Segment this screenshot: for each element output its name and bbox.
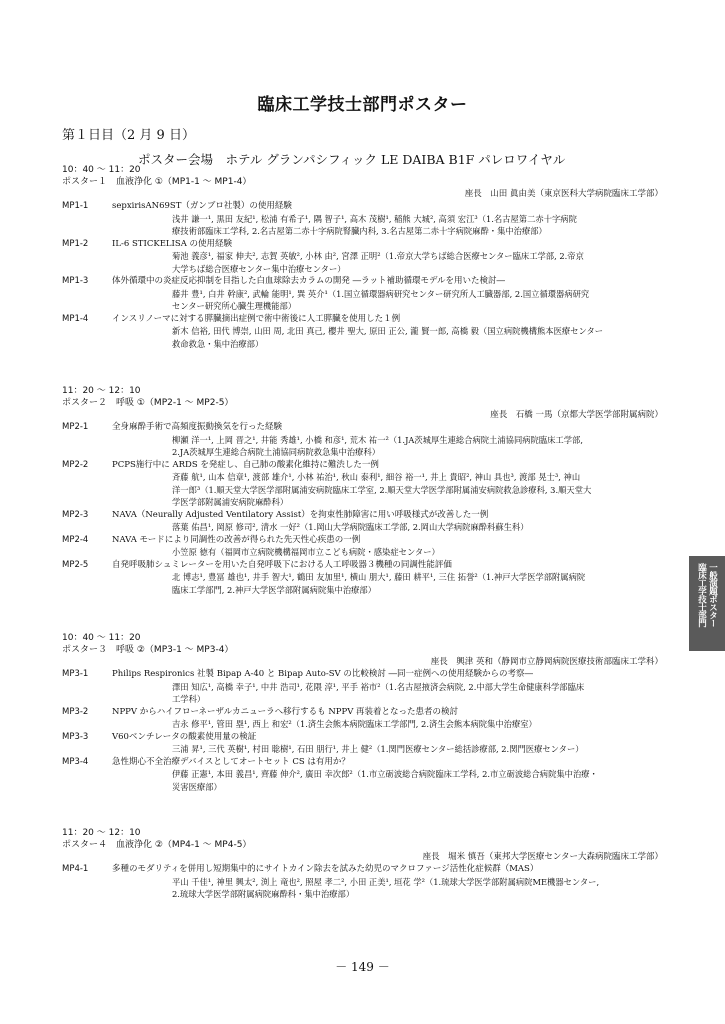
item-authors: 澤田 知広¹, 高橋 幸子¹, 中井 浩司¹, 花隈 淳¹, 平手 裕市²（1.名古屋掖済会病院, 2.中部大学生命健康科学部臨床 工学科） <box>172 681 585 704</box>
item-authors: 北 博志¹, 豊冨 雄也¹, 井手 智大¹, 鶴田 友加里¹, 横山 朋大¹, 藤田 耕平¹, 三住 拓誉²（1.神戸大学医学部附属病院 臨床工学部門, 2.神戸大学医学部附属病院集中治療部） <box>172 572 586 595</box>
item-authors: 吉永 修平¹, 管田 塁¹, 西上 和宏²（1.済生会熊本病院臨床工学部門, 2.済生会熊本病院集中治療室） <box>172 719 537 729</box>
item-code: MP4-1 <box>62 864 89 874</box>
session-time: 10：40 ～ 11：20 <box>62 165 141 175</box>
session-chair: 座長 石橋 一馬（京都大学医学部附属病院） <box>490 410 663 420</box>
list-item <box>62 238 666 276</box>
session-mp3 <box>62 633 666 793</box>
day-heading: 第１日目（2 月 9 日） <box>62 128 195 143</box>
item-authors: 菊池 義彦¹, 福家 伸夫², 志賀 英敏², 小林 由², 宮澤 正明²（1.帝京大学ちば総合医療センター臨床工学部, 2.帝京 大学ちば総合医療センター集中治療センター） <box>172 251 584 274</box>
list-item <box>62 863 666 901</box>
item-title: V60ベンチレータの酸素使用量の検証 <box>112 731 257 742</box>
item-authors: 三浦 昇¹, 三代 英樹¹, 村田 聡樹¹, 石田 朋行¹, 井上 健²（1.関門医療センター総括診療部, 2.関門医療センター） <box>172 744 584 754</box>
item-code: MP1-1 <box>62 201 89 211</box>
item-code: MP3-4 <box>62 756 89 767</box>
venue-heading: ポスター会場 ホテル グランパシフィック LE DAIBA B1F パレロワイヤル <box>138 152 566 167</box>
list-item <box>62 756 666 794</box>
item-title: NPPV からハイフローネーザルカニューラへ移行するも NPPV 再装着となった患者の検討 <box>112 706 459 717</box>
item-code: MP3-2 <box>62 706 89 717</box>
item-authors: 斉藤 航¹, 山本 信章¹, 渡部 雄介¹, 小林 祐治¹, 秋山 泰利¹, 細谷 裕一¹, 井上 貴昭², 神山 具也³, 渡部 晃士³, 神山 洋一郎³（1.順天堂大学医学部附属浦安病院臨床工学室, 2.順天堂大学医学部附属浦安病院救急診療科, 3.順天堂大 学医学部附属浦安病院麻酔科） <box>172 472 592 507</box>
page-title: 臨床工学技士部門ポスター <box>257 95 468 115</box>
side-tab-label-category: 一般演題ポスター <box>707 563 718 627</box>
item-code: MP1-4 <box>62 313 89 324</box>
list-item <box>62 559 666 597</box>
item-code: MP2-4 <box>62 534 89 545</box>
section-side-tab <box>689 556 725 651</box>
item-title: 自発呼吸肺シュミレーターを用いた自発呼吸下における人工呼吸器３機種の同調性能評価 <box>112 559 452 570</box>
item-authors: 小笠原 徳有（福岡市立病院機構福岡市立こども病院・感染症センター） <box>172 547 440 557</box>
session-mp4 <box>62 828 666 901</box>
item-code: MP2-2 <box>62 459 89 470</box>
item-title: 多種のモダリティを併用し短期集中的にサイトカイン除去を試みた幼児のマクロファージ活性化症候群（MAS） <box>112 864 539 874</box>
item-title: 全身麻酔手術で高頻度振動換気を行った経験 <box>112 422 283 432</box>
session-title: ポスター２ 呼吸 ①（MP2-1 ～ MP2-5） <box>62 398 234 408</box>
session-mp2 <box>62 386 666 596</box>
list-item <box>62 706 666 731</box>
list-item <box>62 668 666 706</box>
item-authors: 伊藤 正憲¹, 本田 義昌¹, 齊藤 伸介², 廣田 幸次郎²（1.市立砺波総合病院臨床工学科, 2.市立砺波総合病院集中治療・ 災害医療部） <box>172 769 598 792</box>
item-title: NAVA（Neurally Adjusted Ventilatory Assist）を拘束性肺障害に用い呼吸様式が改善した一例 <box>112 509 489 520</box>
item-authors: 落葉 佑昌¹, 岡原 修司², 清水 一好²（1.岡山大学病院臨床工学部, 2.岡山大学病院麻酔科蘇生科） <box>172 522 529 532</box>
session-time: 11：20 ～ 12：10 <box>62 828 141 838</box>
item-title: PCPS施行中に ARDS を発症し、自己肺の酸素化維持に難渋した一例 <box>112 459 379 470</box>
list-item <box>62 459 666 509</box>
item-code: MP2-1 <box>62 422 89 432</box>
item-code: MP2-5 <box>62 559 89 570</box>
item-authors: 新木 信裕, 田代 博崇, 山田 周, 北田 真己, 櫻井 聖大, 原田 正公, 瀧 賢一郎, 高橋 毅（国立病院機構熊本医療センター 救命救急・集中治療部） <box>172 326 604 349</box>
item-title: インスリノーマに対する膵臓摘出症例で術中術後に人工膵臓を使用した１例 <box>112 313 401 324</box>
item-code: MP1-2 <box>62 238 89 249</box>
list-item <box>62 534 666 559</box>
session-title: ポスター１ 血液浄化 ①（MP1-1 ～ MP1-4） <box>62 177 252 187</box>
side-tab-label-department: 臨床工学技士部門 <box>696 563 707 627</box>
session-mp1 <box>62 165 666 350</box>
item-authors: 平山 千佳¹, 神里 興太², 渕上 竜也², 照屋 孝二², 小田 正美¹, 垣花 学²（1.琉球大学医学部附属病院ME機器センター, 2.琉球大学医学部附属病院麻酔科・集中治療部） <box>172 876 600 899</box>
item-title: sepxirisAN69ST（ガンブロ社製）の使用経験 <box>112 201 292 211</box>
item-code: MP2-3 <box>62 509 89 520</box>
page-number: － 149 － <box>335 960 390 974</box>
item-authors: 柳瀬 洋一¹, 上岡 晋之¹, 井能 秀雄¹, 小橋 和彦¹, 荒木 祐一²（1.JA茨城厚生連総合病院土浦協同病院臨床工学部, 2.JA茨城厚生連総合病院土浦協同病院救急集中治療科） <box>172 434 583 457</box>
session-time: 10：40 ～ 11：20 <box>62 633 141 643</box>
session-chair: 座長 山田 眞由美（東京医科大学病院臨床工学部） <box>464 189 663 199</box>
item-title: 体外循環中の炎症反応抑制を目指した白血球除去カラムの開発 ―ラット補助循環モデルを用いた検討― <box>112 276 506 286</box>
session-chair: 座長 堀米 慎吾（東邦大学医療センター大森病院臨床工学部） <box>422 852 663 862</box>
item-title: Philips Respironics 社製 Bipap A-40 と Bipap Auto-SV の比較検討 ―同一症例への使用経験からの考察― <box>112 669 534 679</box>
list-item <box>62 421 666 459</box>
session-chair: 座長 興津 英和（静岡市立静岡病院医療技術部臨床工学科） <box>430 657 663 667</box>
item-title: NAVA モードにより同調性の改善が得られた先天性心疾患の一例 <box>112 534 361 545</box>
item-authors: 藤井 豊¹, 白井 幹康², 武輪 能明¹, 巽 英介¹（1.国立循環器病研究センター研究所人工臓器部, 2.国立循環器病研究 センター研究所心臓生理機能部） <box>172 288 590 311</box>
item-code: MP3-3 <box>62 731 89 742</box>
session-title: ポスター４ 血液浄化 ②（MP4-1 ～ MP4-5） <box>62 840 252 850</box>
session-title: ポスター３ 呼吸 ②（MP3-1 ～ MP3-4） <box>62 645 234 655</box>
item-title: IL-6 STICKELISA の使用経験 <box>112 238 233 249</box>
item-title: 急性期心不全治療デバイスとしてオートセット CS は有用か？ <box>112 756 350 767</box>
list-item <box>62 200 666 238</box>
list-item <box>62 731 666 756</box>
item-code: MP1-3 <box>62 276 89 286</box>
session-time: 11：20 ～ 12：10 <box>62 386 141 396</box>
list-item <box>62 313 666 351</box>
item-code: MP3-1 <box>62 669 89 679</box>
list-item <box>62 509 666 534</box>
list-item <box>62 275 666 313</box>
item-authors: 浅井 謙一¹, 黒田 友紀¹, 松浦 有希子¹, 隅 智子¹, 高木 茂樹¹, 稲熊 大城², 高須 宏江³（1.名古屋第二赤十字病院 療技術部臨床工学科, 2.名古屋第二赤十字病院腎臓内科, 3.名古屋第二赤十字病院麻酔・集中治療部） <box>172 213 577 236</box>
